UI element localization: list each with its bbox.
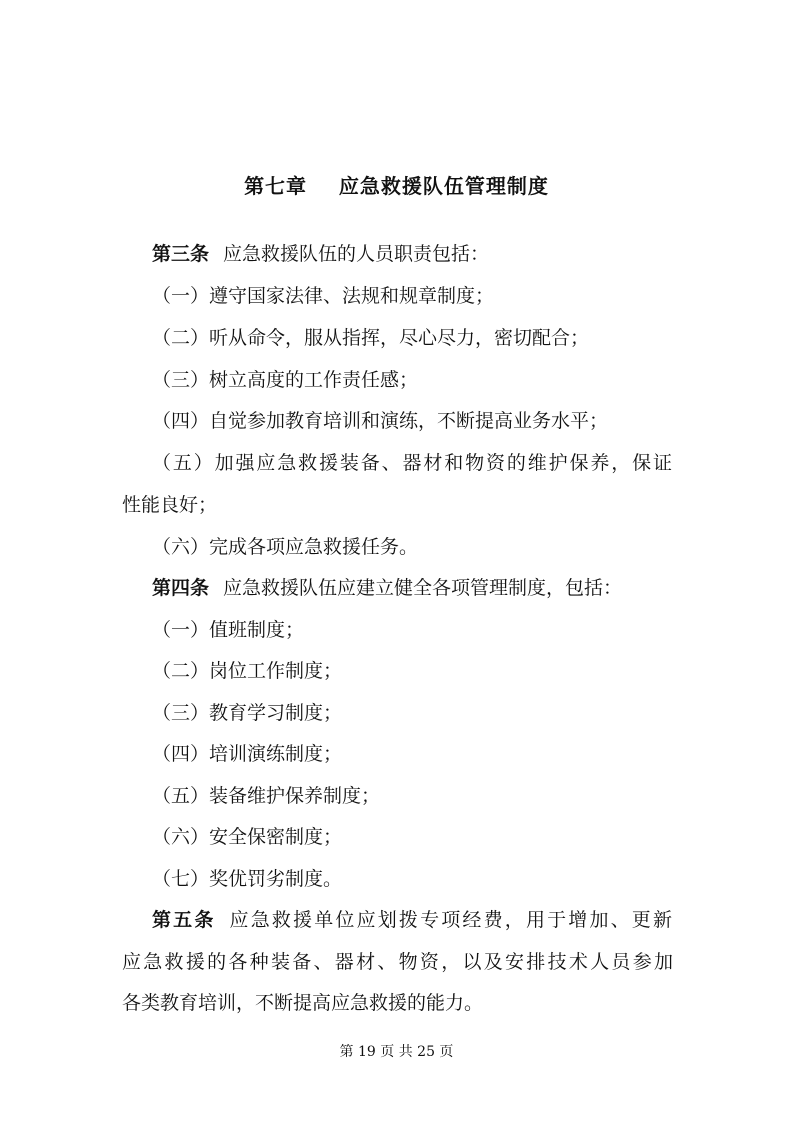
article-4-item-5: （五）装备维护保养制度； [152, 785, 381, 807]
article-3-label: 第三条 [152, 243, 210, 265]
article-3-item-3: （三）树立高度的工作责任感； [152, 369, 419, 391]
article-3-heading [152, 240, 489, 268]
article-4-intro: 应急救援队伍应建立健全各项管理制度，包括： [223, 577, 623, 599]
article-4-item-4: （四）培训演练制度； [152, 743, 343, 765]
article-3-item-2: （二）听从命令，服从指挥，尽心尽力，密切配合； [152, 327, 590, 349]
article-5-line-2: 应急救援的各种装备、器材、物资，以及安排技术人员参加 [122, 951, 673, 973]
article-3-item-1: （一）遵守国家法律、法规和规章制度； [152, 285, 495, 307]
article-4-item-7: （七）奖优罚劣制度。 [152, 868, 343, 890]
article-4-item-2: （二）岗位工作制度； [152, 660, 343, 682]
article-3-intro: 应急救援队伍的人员职责包括： [223, 243, 490, 265]
article-4-heading [152, 574, 622, 602]
article-4-label: 第四条 [152, 577, 210, 599]
article-3-item-4: （四）自觉参加教育培训和演练，不断提高业务水平； [152, 410, 609, 432]
page-footer: 第 19 页 共 25 页 [339, 1044, 454, 1060]
article-5-line-1 [152, 906, 672, 934]
chapter-title: 第七章 应急救援队伍管理制度 [244, 174, 549, 198]
article-5-text-1: 应急救援单位应划拨专项经费，用于增加、更新 [229, 909, 672, 931]
article-4-item-3: （三）教育学习制度； [152, 702, 343, 724]
article-4-item-1: （一）值班制度； [152, 619, 305, 641]
article-4-item-6: （六）安全保密制度； [152, 826, 343, 848]
article-5-label: 第五条 [152, 909, 216, 931]
article-3-item-6: （六）完成各项应急救援任务。 [152, 536, 419, 558]
article-3-item-5-continuation: 性能良好； [122, 494, 218, 516]
article-3-item-5: （五）加强应急救援装备、器材和物资的维护保养，保证 [152, 452, 672, 474]
article-5-line-3: 各类教育培训，不断提高应急救援的能力。 [122, 992, 484, 1014]
